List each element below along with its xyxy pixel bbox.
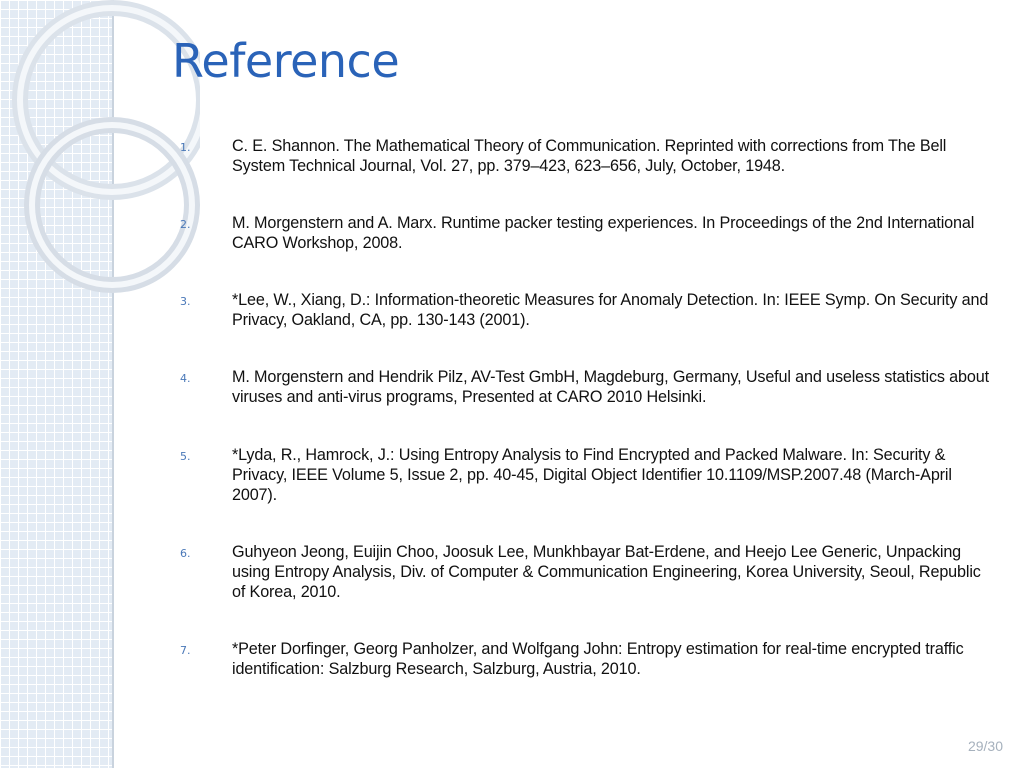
reference-list (178, 136, 993, 716)
reference-text: Guhyeon Jeong, Euijin Choo, Joosuk Lee, Munkhbayar Bat-Erdene, and Heejo Lee Generic, Unpacking using Entropy Analysis, Div. of Computer & Communication Engineering, Korea University, Seoul, Republic of Korea, 2010. (232, 543, 981, 601)
page-title: Reference (172, 34, 400, 88)
list-number: 6. (180, 547, 191, 560)
reference-text: *Lee, W., Xiang, D.: Information-theoretic Measures for Anomaly Detection. In: IEEE Symp. On Security and Privacy, Oakland, CA, pp. 130-143 (2001). (232, 291, 989, 329)
reference-text: C. E. Shannon. The Mathematical Theory of Communication. Reprinted with corrections from The Bell System Technical Journal, Vol. 27, pp. 379–423, 623–656, July, October, 1948. (232, 137, 947, 175)
list-item (178, 367, 993, 407)
list-item (178, 542, 993, 602)
reference-text: M. Morgenstern and A. Marx. Runtime packer testing experiences. In Proceedings of the 2nd International CARO Workshop, 2008. (232, 214, 975, 252)
list-number: 4. (180, 372, 191, 385)
list-item (178, 290, 993, 330)
reference-text: M. Morgenstern and Hendrik Pilz, AV-Test GmbH, Magdeburg, Germany, Useful and useless statistics about viruses and anti-virus programs, Presented at CARO 2010 Helsinki. (232, 368, 989, 406)
page-number: 29/30 (967, 738, 1003, 754)
ring-lower-highlight (32, 125, 192, 285)
list-item (178, 445, 993, 505)
decorative-rings-icon (0, 0, 200, 320)
list-number: 7. (180, 644, 191, 657)
list-item (178, 639, 993, 679)
list-item (178, 136, 993, 176)
list-number: 3. (180, 295, 191, 308)
list-number: 2. (180, 218, 191, 231)
list-number: 1. (180, 141, 191, 154)
list-number: 5. (180, 450, 191, 463)
reference-text: *Peter Dorfinger, Georg Panholzer, and Wolfgang John: Entropy estimation for real-time encrypted traffic identification: Salzburg Research, Salzburg, Austria, 2010. (232, 640, 964, 678)
reference-text: *Lyda, R., Hamrock, J.: Using Entropy Analysis to Find Encrypted and Packed Malware. In: Security & Privacy, IEEE Volume 5, Issue 2, pp. 40-45, Digital Object Identifier 10.1109/MSP.2007.48 (March-April 2007). (232, 446, 952, 504)
list-item (178, 213, 993, 253)
